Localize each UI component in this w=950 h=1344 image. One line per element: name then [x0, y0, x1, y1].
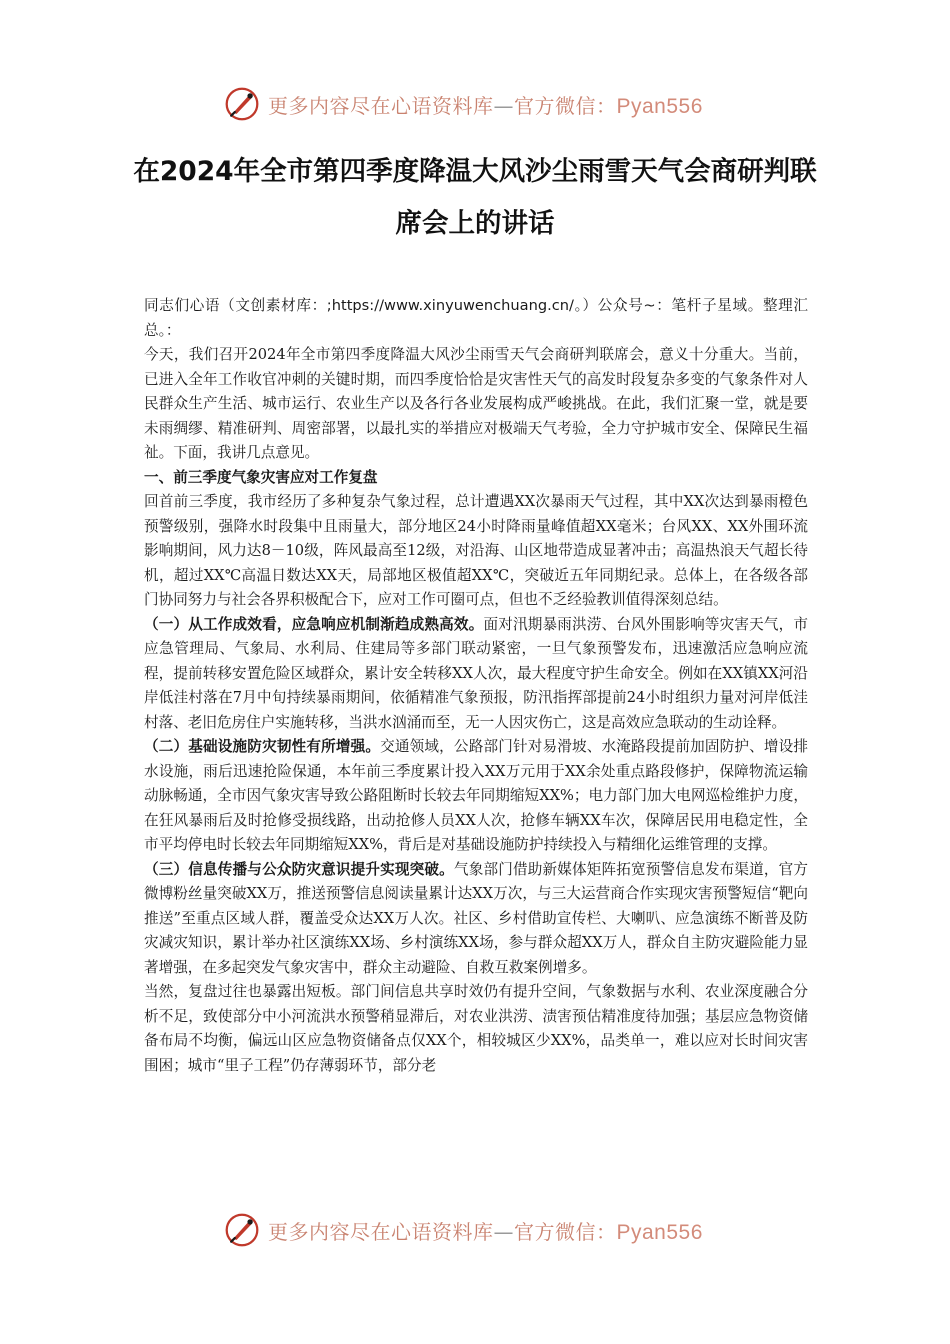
subsection-2-body: 交通领域，公路部门针对易滑坡、水淹路段提前加固防护、增设排水设施，雨后迅速抢险保通，本年前三季度累计投入XX万元用于XX余处重点路段修护，保障物流运输动脉畅通，全市因气象灾害导致公路阻断时长较去年同期缩短XX%；电力部门加大电网巡检维护力度，在狂风暴雨后及时抢修受损线路，出动抢修人员XX人次，抢修车辆XX车次，保障居民用电稳定性，全市平均停电时长较去年同期缩短XX%，背后是对基础设施防护持续投入与精细化运维管理的支撑。 [144, 738, 808, 853]
subsection-1-heading: （一）从工作成效看，应急响应机制渐趋成熟高效。 [144, 615, 484, 633]
subsection-3-heading: （三）信息传播与公众防灾意识提升实现突破。 [144, 860, 454, 878]
paragraph-intro: 今天，我们召开2024年全市第四季度降温大风沙尘雨雪天气会商研判联席会，意义十分重大。当前，已进入全年工作收官冲刺的关键时期，而四季度恰恰是灾害性天气的高发时段复杂多变的气象条件对人民群众生产生活、城市运行、农业生产以及各行各业发展构成严峻挑战。在此，我们汇聚一堂，就是要未雨绸缪、精准研判、周密部署，以最扎实的举措应对极端天气考验，全力守护城市安全、保障民生福祉。下面，我讲几点意见。 [144, 346, 808, 461]
banner-wechat-label: 官方微信： [514, 93, 617, 118]
banner-separator: — [493, 1219, 514, 1244]
banner-main-text: 更多内容尽在心语资料库 [268, 93, 494, 118]
subsection-3 [144, 858, 808, 981]
document-title: 在2024年全市第四季度降温大风沙尘雨雪天气会商研判联席会上的讲话 [133, 156, 817, 239]
section-heading-1: 一、前三季度气象灾害应对工作复盘 [144, 468, 378, 486]
banner-wechat-label: 官方微信： [514, 1219, 617, 1244]
footer-watermark-banner [224, 1208, 744, 1252]
banner-separator: — [493, 93, 514, 118]
subsection-3-body: 气象部门借助新媒体矩阵拓宽预警信息发布渠道，官方微博粉丝量突破XX万，推送预警信息阅读量累计达XX万次，与三大运营商合作实现灾害预警短信“靶向推送”至重点区域人群，覆盖受众达XX万人次。社区、乡村借助宣传栏、大喇叭、应急演练不断普及防灾减灾知识，累计举办社区演练XX场、乡村演练XX场，参与群众超XX万人，群众自主防灾避险能力显著增强，在多起突发气象灾害中，群众主动避险、自救互救案例增多。 [144, 860, 808, 976]
paragraph-review: 回首前三季度，我市经历了多种复杂气象过程，总计遭遇XX次暴雨天气过程，其中XX次达到暴雨橙色预警级别，强降水时段集中且雨量大，部分地区24小时降雨量峰值超XX毫米；台风XX、XX外围环流影响期间，风力达8－10级，阵风最高至12级，对沿海、山区地带造成显著冲击；高温热浪天气超长待机，超过XX℃高温日数达XX天，局部地区极值超XX℃，突破近五年同期纪录。总体上，在各级各部门协同努力与社会各界积极配合下，应对工作可圈可点，但也不乏经验教训值得深刻总结。 [144, 493, 808, 608]
subsection-1-body: 面对汛期暴雨洪涝、台风外围影响等灾害天气，市应急管理局、气象局、水利局、住建局等多部门联动紧密，一旦气象预警发布，迅速激活应急响应流程，提前转移安置危险区域群众，累计安全转移XX人次，最大程度守护生命安全。例如在XX镇XX河沿岸低洼村落在7月中旬持续暴雨期间，依循精准气象预报，防汛指挥部提前24小时组织力量对河岸低洼村落、老旧危房住户实施转移，当洪水汹涌而至，无一人因灾伤亡，这是高效应急联动的生动诠释。 [144, 615, 808, 731]
paragraph-shortcomings: 当然，复盘过往也暴露出短板。部门间信息共享时效仍有提升空间，气象数据与水利、农业深度融合分析不足，致使部分中小河流洪水预警稍显滞后，对农业洪涝、渍害预估精准度待加强；基层应急物资储备布局不均衡，偏远山区应急物资储备点仅XX个，相较城区少XX%，品类单一，难以应对长时间灾害围困；城市“里子工程”仍存薄弱环节，部分老 [144, 983, 808, 1074]
quill-logo-icon [224, 1212, 260, 1248]
subsection-2 [144, 735, 808, 858]
subsection-1 [144, 613, 808, 736]
header-watermark-banner [224, 82, 744, 126]
banner-wechat-id: Pyan556 [616, 94, 703, 118]
subsection-2-heading: （二）基础设施防灾韧性有所增强。 [144, 738, 381, 755]
banner-text [268, 90, 703, 119]
banner-main-text: 更多内容尽在心语资料库 [268, 1219, 494, 1244]
document-body [144, 294, 808, 1078]
source-note: 同志们心语（文创素材库：;https://www.xinyuwenchuang.cn/。）公众号~：笔杆子星域。整理汇总。： [144, 297, 808, 339]
quill-logo-icon [224, 86, 260, 122]
banner-wechat-id: Pyan556 [616, 1220, 703, 1244]
banner-text [268, 1216, 703, 1245]
